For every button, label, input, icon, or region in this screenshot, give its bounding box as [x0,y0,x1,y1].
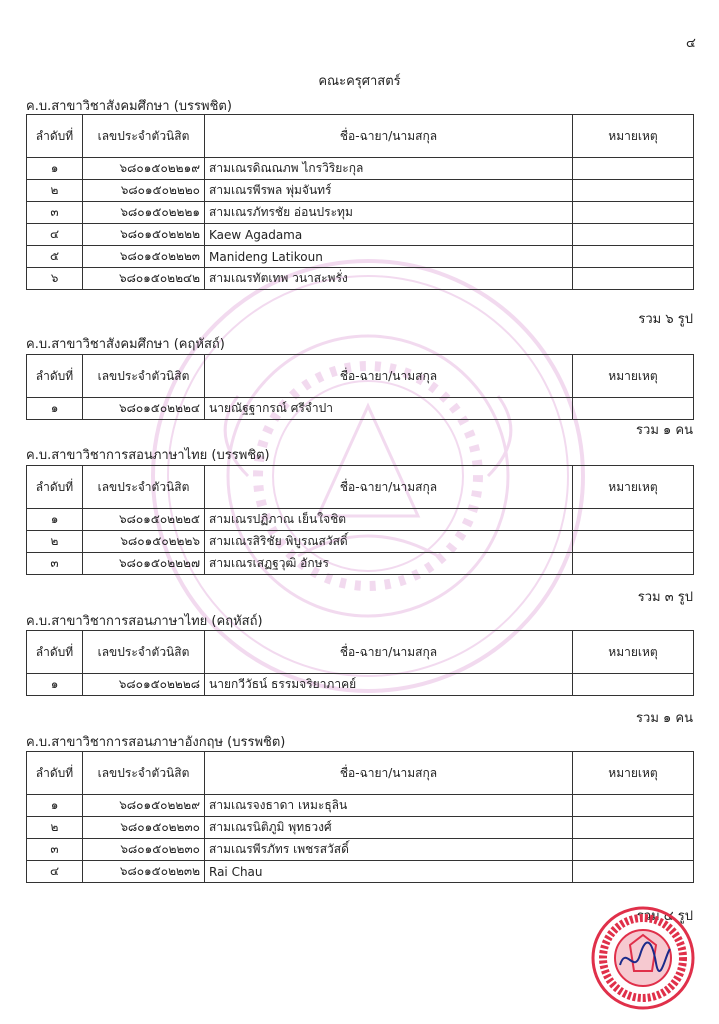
header-name: ชื่อ-ฉายา/นามสกุล [205,355,573,398]
row-name: สามเณรพีรพล พุ่มจันทร์ [205,180,573,202]
row-remark [573,861,694,883]
row-remark [573,224,694,246]
table-row [27,795,694,817]
row-no: ๔ [27,224,83,246]
table-row [27,268,694,290]
section-summary: รวม ๑ คน [636,423,693,438]
table-row [27,158,694,180]
row-no: ๓ [27,839,83,861]
section-title: ค.บ.สาขาวิชาการสอนภาษาไทย (คฤหัสถ์) [26,614,263,629]
table-row [27,224,694,246]
row-remark [573,839,694,861]
table-row [27,553,694,575]
row-no: ๑ [27,509,83,531]
row-remark [573,531,694,553]
row-no: ๔ [27,861,83,883]
row-student-id: ๖๘๐๑๕๐๒๒๒๐ [83,180,205,202]
header-student-id: เลขประจำตัวนิสิต [83,631,205,674]
section-title: ค.บ.สาขาวิชาสังคมศึกษา (บรรพชิต) [26,99,232,114]
table-header-row [27,752,694,795]
row-name: สามเณรสิริชัย พิบูรณสวัสดิ์ [205,531,573,553]
row-student-id: ๖๘๐๑๕๐๒๒๒๙ [83,795,205,817]
page-number: ๔ [686,36,696,51]
table-row [27,861,694,883]
table-row [27,531,694,553]
row-student-id: ๖๘๐๑๕๐๒๒๒๖ [83,531,205,553]
row-name: สามเณรปฏิภาณ เย็นใจชิต [205,509,573,531]
row-student-id: ๖๘๐๑๕๐๒๒๒๗ [83,553,205,575]
header-remark: หมายเหตุ [573,631,694,674]
row-name: นายกวีวัธน์ ธรรมจริยาภาคย์ [205,674,573,696]
row-student-id: ๖๘๐๑๕๐๒๒๒๘ [83,674,205,696]
student-table [26,630,694,696]
row-no: ๒ [27,531,83,553]
row-no: ๕ [27,246,83,268]
row-name: Kaew Agadama [205,224,573,246]
row-name: สามเณรจงธาดา เหมะธุลิน [205,795,573,817]
row-name: Manideng Latikoun [205,246,573,268]
header-student-id: เลขประจำตัวนิสิต [83,466,205,509]
row-name: สามเณรพีรภัทร เพชรสวัสดิ์ [205,839,573,861]
row-no: ๒ [27,817,83,839]
header-remark: หมายเหตุ [573,466,694,509]
header-name: ชื่อ-ฉายา/นามสกุล [205,752,573,795]
row-student-id: ๖๘๐๑๕๐๒๒๔๒ [83,268,205,290]
header-remark: หมายเหตุ [573,115,694,158]
table-row [27,398,694,420]
section-summary: รวม ๖ รูป [638,312,693,327]
row-no: ๖ [27,268,83,290]
row-student-id: ๖๘๐๑๕๐๒๒๒๔ [83,398,205,420]
header-student-id: เลขประจำตัวนิสิต [83,355,205,398]
row-remark [573,202,694,224]
table-header-row [27,115,694,158]
header-no: ลำดับที่ [27,355,83,398]
student-table [26,354,694,420]
table-header-row [27,631,694,674]
section-title: ค.บ.สาขาวิชาการสอนภาษาไทย (บรรพชิต) [26,448,270,463]
row-name: สามเณรดิณณภพ ไกรวิริยะกุล [205,158,573,180]
official-stamp [590,905,696,1011]
row-student-id: ๖๘๐๑๕๐๒๒๒๕ [83,509,205,531]
row-no: ๓ [27,553,83,575]
row-name: สามเณรภัทรชัย อ่อนประทุม [205,202,573,224]
row-remark [573,268,694,290]
row-student-id: ๖๘๐๑๕๐๒๒๒๑ [83,202,205,224]
section-summary: รวม ๔ รูป [636,909,693,924]
row-name: สามเณรนิติภูมิ พุทธวงศ์ [205,817,573,839]
row-no: ๑ [27,674,83,696]
row-student-id: ๖๘๐๑๕๐๒๒๑๙ [83,158,205,180]
table-row [27,674,694,696]
student-table [26,465,694,575]
table-row [27,202,694,224]
row-remark [573,795,694,817]
header-student-id: เลขประจำตัวนิสิต [83,752,205,795]
row-no: ๑ [27,158,83,180]
table-row [27,180,694,202]
row-student-id: ๖๘๐๑๕๐๒๒๒๓ [83,246,205,268]
row-no: ๑ [27,795,83,817]
faculty-title: คณะครุศาสตร์ [318,74,401,89]
row-student-id: ๖๘๐๑๕๐๒๒๒๒ [83,224,205,246]
row-remark [573,553,694,575]
row-name: Rai Chau [205,861,573,883]
row-no: ๒ [27,180,83,202]
row-no: ๑ [27,398,83,420]
row-student-id: ๖๘๐๑๕๐๒๒๓๐ [83,839,205,861]
row-student-id: ๖๘๐๑๕๐๒๒๓๒ [83,861,205,883]
section-summary: รวม ๑ คน [636,711,693,726]
row-remark [573,817,694,839]
row-remark [573,180,694,202]
student-table [26,114,694,290]
table-row [27,246,694,268]
row-remark [573,674,694,696]
section-title: ค.บ.สาขาวิชาการสอนภาษาอังกฤษ (บรรพชิต) [26,735,286,750]
row-remark [573,246,694,268]
header-student-id: เลขประจำตัวนิสิต [83,115,205,158]
row-name: นายณัฐฐากรณ์ ศรีจำปา [205,398,573,420]
header-no: ลำดับที่ [27,466,83,509]
header-name: ชื่อ-ฉายา/นามสกุล [205,466,573,509]
header-no: ลำดับที่ [27,115,83,158]
row-remark [573,398,694,420]
section-summary: รวม ๓ รูป [637,590,693,605]
section-title: ค.บ.สาขาวิชาสังคมศึกษา (คฤหัสถ์) [26,337,225,352]
header-remark: หมายเหตุ [573,752,694,795]
header-no: ลำดับที่ [27,752,83,795]
header-name: ชื่อ-ฉายา/นามสกุล [205,115,573,158]
table-header-row [27,466,694,509]
row-name: สามเณรเสฏฐวุฒิ อักษร [205,553,573,575]
row-student-id: ๖๘๐๑๕๐๒๒๓๐ [83,817,205,839]
header-remark: หมายเหตุ [573,355,694,398]
table-row [27,817,694,839]
row-name: สามเณรทัตเทพ วนาสะพรั่ง [205,268,573,290]
row-remark [573,158,694,180]
table-header-row [27,355,694,398]
row-no: ๓ [27,202,83,224]
table-row [27,509,694,531]
header-no: ลำดับที่ [27,631,83,674]
header-name: ชื่อ-ฉายา/นามสกุล [205,631,573,674]
table-row [27,839,694,861]
student-table [26,751,694,883]
row-remark [573,509,694,531]
